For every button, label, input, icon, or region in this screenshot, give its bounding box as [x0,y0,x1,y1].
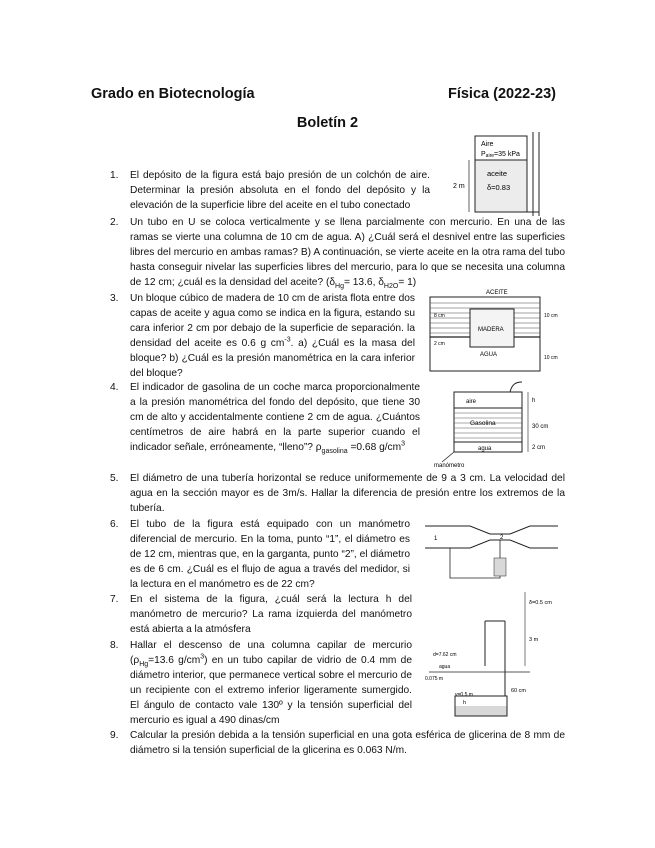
point-1-label: 1 [434,536,438,542]
figure-6-venturi [420,518,560,583]
rise-label: 3 m [529,637,539,643]
problem-text: En el sistema de la figura, ¿cuál será la lectura h del manómetro de mercurio? La rama izquierda del manómetro está abierta a la atmósfera [130,594,412,635]
filler-pipe [510,382,522,392]
bottom-dim-label: 10 cm [544,355,558,361]
water-height-label: 2 cm [532,445,546,451]
figure-1-tank [445,132,555,217]
water-label: AGUA [480,352,498,358]
fuel-label: Gasolina [470,420,496,427]
problem-number: 4. [110,382,119,393]
problem-text: Un bloque cúbico de madera de 10 cm de arista flota entre dos capas de aceite y agua como se indica en la figura, estando su cara inferior 2 cm por debajo de la superficie de separación. la densidad del aceite es 0.6 g $cm^{-3}$. a) ¿Cuál es la masa del bloque? b) ¿Cuál es la presión manométrica en la cara inferior del bloque? [130,293,415,379]
oil-label: aceite [487,169,508,178]
problem-text: El tubo de la figura está equipado con un manómetro diferencial de mercurio. En la toma, punto “1”, el diámetro es de 12 cm, mientras que, en la garganta, punto “2”, el diámetro es de 6 cm. ¿Cuál es el flujo de agua a través del medidor, si la lectura en el manómetro es de 22 cm? [130,519,410,590]
figure-4-fuel-tank [432,378,557,468]
figure-3-floating-block [420,287,560,375]
venturi-bottom-wall [425,540,558,548]
problem-text: El diámetro de una tubería horizontal se reduce uniformemente de 9 a 3 cm. La velocidad del agua en la sección mayor es de 3m/s. Hallar la diferencia de presión entre los extremos de la tubería. [130,473,565,514]
side-dim-label: 60 cm [511,688,526,694]
total-height-label: 30 cm [532,424,549,430]
air-pressure-label: Paire=35 kPa [481,151,520,159]
top-label: δ=0.5 cm [529,600,552,606]
problem-text: Calcular la presión debida a la tensión superficial en una gota esférica de glicerina de 8 mm de diámetro si la tensión superficial de la glicerina es 0.063 N/m. [130,730,565,756]
sheet-title: Boletín 2 [296,115,359,131]
gauge-line [442,452,454,462]
problem-number: 2. [110,217,119,228]
course-header: Física (2022-23) [447,86,556,102]
mercury-column [494,558,506,576]
oil-density-label: δ=0.83 [487,183,511,192]
oil-top-label: ACEITE [486,290,508,296]
problem-number: 6. [110,519,119,530]
gauge-label: manómetro [434,463,465,469]
problem-number: 5. [110,473,119,484]
diameter-label: d=7.62 cm [433,652,457,658]
gap-dim-label: 2 cm [434,341,445,347]
water-label: agua [439,664,451,670]
mercury-fill [456,706,507,716]
h-label: h [463,700,467,706]
block-label: MADERA [478,327,504,333]
figure-7-manometer-system [415,586,560,726]
problem-number: 9. [110,730,119,741]
small-dim-label: 0.075 m [425,676,444,682]
problem-text: El indicador de gasolina de un coche marca proporcionalmente a la presión manométrica del fondo del depósito, que tiene 30 cm de alto y accidentalmente contiene 2 cm de agua. ¿Cuántos centímetros de aire habrá en la parte superior cuando el indicador señale, erróneamente, “lleno”? $\rho_{gasolina} =0.68$ $g/cm^3$ [130,382,420,456]
venturi-top-wall [425,526,558,534]
problem-number: 3. [110,293,119,304]
problem-number: 7. [110,594,119,605]
height-label: 2 m [453,183,465,190]
air-label: aire [466,399,477,405]
problem-number: 8. [110,640,119,651]
air-height-label: h [532,398,536,404]
point-2-label: 2 [500,535,504,541]
problem-text: El depósito de la figura está bajo presión de un colchón de aire. Determinar la presión absoluta en el fondo del depósito y la elevación de la superficie libre del aceite en el tubo conectado [130,170,430,211]
air-label: Aire [481,141,494,148]
water-label: agua [478,446,492,452]
problem-number: 1. [110,170,119,181]
block-dim-label: 8 cm [434,313,445,319]
problem-text: Hallar el descenso de una columna capilar de mercurio ($\rho_{Hg}=13.6$ $g/cm^3$) en un tubo capilar de vidrio de 0.4 mm de diámetro interior, que permanece vertical sobre el mercurio de un recipiente con el extremo inferior ligeramente sumergido. El ángulo de contacto vale 130º y la tensión superficial del mercurio es igual a 490 dinas/cm [130,640,412,726]
program-header: Grado en Biotecnología [91,86,255,102]
manometer-u [450,576,500,578]
problem-text: Un tubo en U se coloca verticalmente y se llena parcialmente con mercurio. En una de las ramas se vierte una columna de 10 cm de agua. A) ¿Cuál será el desnivel entre las superficies libres del mercurio en ambas ramas? B) A continuación, se vierte aceite en la otra rama del tubo hasta conseguir nivelar las superficies libres del mercurio, para lo que se necesita una columna de 12 cm; ¿cuál es la densidad del aceite? ($\delta_{Hg}= 13.6$, $\delta_{H2O}= 1$) [130,217,565,291]
top-dim-label: 10 cm [544,313,558,319]
velocity-label: v=0.5 m [455,692,473,698]
